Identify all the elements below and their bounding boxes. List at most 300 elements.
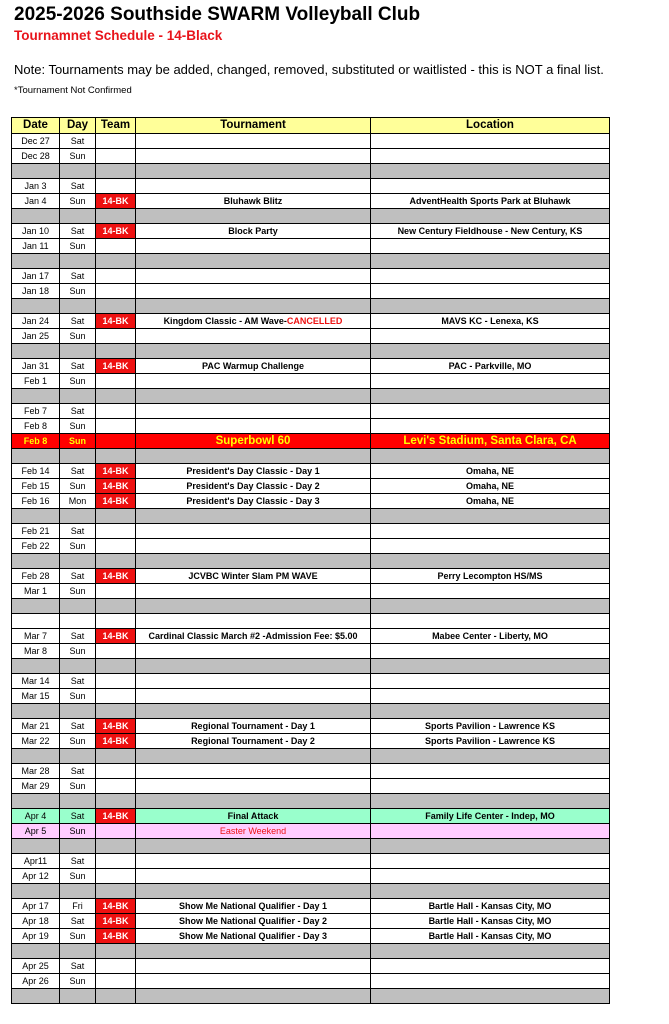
separator-row: [12, 449, 610, 464]
date-cell: Jan 10: [12, 224, 60, 239]
separator-cell: [12, 839, 60, 854]
separator-cell: [12, 509, 60, 524]
team-cell: 14-BK: [96, 734, 136, 749]
team-cell: [96, 524, 136, 539]
separator-cell: [12, 554, 60, 569]
separator-cell: [371, 659, 610, 674]
date-cell: Apr 5: [12, 824, 60, 839]
separator-cell: [60, 749, 96, 764]
separator-cell: [96, 554, 136, 569]
table-row: [12, 914, 610, 929]
tournament-cell: Show Me National Qualifier - Day 1: [136, 899, 371, 914]
cancelled-label: CANCELLED: [286, 316, 343, 326]
team-cell: 14-BK: [96, 899, 136, 914]
team-cell: 14-BK: [96, 629, 136, 644]
table-row: [12, 284, 610, 299]
tournament-cell: [136, 134, 371, 149]
day-cell: Sun: [60, 434, 96, 449]
team-cell: [96, 374, 136, 389]
team-cell: 14-BK: [96, 224, 136, 239]
separator-cell: [136, 299, 371, 314]
day-cell: Sun: [60, 974, 96, 989]
team-cell: [96, 779, 136, 794]
separator-cell: [60, 599, 96, 614]
separator-cell: [12, 884, 60, 899]
separator-row: [12, 389, 610, 404]
date-cell: Apr 25: [12, 959, 60, 974]
team-cell: 14-BK: [96, 914, 136, 929]
table-row: [12, 404, 610, 419]
separator-row: [12, 509, 610, 524]
table-row: [12, 479, 610, 494]
separator-cell: [96, 299, 136, 314]
separator-cell: [12, 659, 60, 674]
tournament-cell: [136, 314, 371, 329]
separator-cell: [96, 599, 136, 614]
separator-cell: [60, 254, 96, 269]
tournament-cell: [136, 689, 371, 704]
date-cell: Feb 21: [12, 524, 60, 539]
table-row: [12, 959, 610, 974]
table-row: [12, 134, 610, 149]
separator-cell: [371, 509, 610, 524]
separator-cell: [60, 944, 96, 959]
separator-row: [12, 944, 610, 959]
location-cell: [371, 134, 610, 149]
tournament-name: Kingdom Classic - AM Wave-: [163, 316, 287, 326]
date-cell: Feb 1: [12, 374, 60, 389]
separator-cell: [371, 599, 610, 614]
table-row: [12, 629, 610, 644]
team-cell: [96, 269, 136, 284]
team-cell: [96, 854, 136, 869]
table-row: [12, 584, 610, 599]
table-row: [12, 494, 610, 509]
location-cell: [371, 974, 610, 989]
day-cell: Sat: [60, 569, 96, 584]
separator-cell: [12, 209, 60, 224]
date-cell: Mar 29: [12, 779, 60, 794]
day-cell: Sat: [60, 719, 96, 734]
table-row: [12, 149, 610, 164]
team-cell: [96, 689, 136, 704]
separator-cell: [371, 944, 610, 959]
separator-cell: [60, 164, 96, 179]
tournament-cell: President's Day Classic - Day 3: [136, 494, 371, 509]
team-cell: [96, 149, 136, 164]
separator-cell: [96, 704, 136, 719]
date-cell: Mar 28: [12, 764, 60, 779]
location-cell: [371, 284, 610, 299]
separator-cell: [96, 449, 136, 464]
date-cell: Feb 8: [12, 419, 60, 434]
separator-cell: [371, 299, 610, 314]
date-cell: Apr 17: [12, 899, 60, 914]
location-cell: [371, 959, 610, 974]
separator-cell: [60, 449, 96, 464]
location-cell: Bartle Hall - Kansas City, MO: [371, 914, 610, 929]
separator-row: [12, 794, 610, 809]
date-cell: Mar 21: [12, 719, 60, 734]
location-cell: [371, 419, 610, 434]
tournament-cell: Regional Tournament - Day 2: [136, 734, 371, 749]
location-cell: [371, 179, 610, 194]
date-cell: Feb 7: [12, 404, 60, 419]
separator-cell: [60, 344, 96, 359]
location-cell: [371, 404, 610, 419]
date-cell: Feb 22: [12, 539, 60, 554]
tournament-cell: [136, 674, 371, 689]
table-row: [12, 824, 610, 839]
location-cell: [371, 869, 610, 884]
day-cell: Sun: [60, 734, 96, 749]
table-row: [12, 764, 610, 779]
location-cell: [371, 644, 610, 659]
separator-cell: [12, 704, 60, 719]
separator-cell: [12, 944, 60, 959]
tournament-cell: [136, 524, 371, 539]
separator-cell: [371, 389, 610, 404]
separator-cell: [60, 659, 96, 674]
location-cell: Bartle Hall - Kansas City, MO: [371, 929, 610, 944]
tournament-cell: [136, 404, 371, 419]
separator-cell: [60, 839, 96, 854]
separator-cell: [371, 554, 610, 569]
separator-cell: [60, 509, 96, 524]
separator-row: [12, 554, 610, 569]
page-subtitle: Tournamnet Schedule - 14-Black: [14, 28, 223, 43]
tournament-cell: [136, 974, 371, 989]
date-cell: Apr 18: [12, 914, 60, 929]
day-cell: Sat: [60, 629, 96, 644]
separator-row: [12, 749, 610, 764]
separator-row: [12, 254, 610, 269]
team-cell: 14-BK: [96, 359, 136, 374]
tournament-cell: [136, 374, 371, 389]
separator-cell: [136, 509, 371, 524]
date-cell: Apr 4: [12, 809, 60, 824]
tournament-cell: [136, 284, 371, 299]
location-cell: Sports Pavilion - Lawrence KS: [371, 719, 610, 734]
day-cell: Sat: [60, 179, 96, 194]
table-row: [12, 809, 610, 824]
separator-cell: [96, 944, 136, 959]
date-cell: Jan 25: [12, 329, 60, 344]
separator-cell: [60, 299, 96, 314]
day-cell: Sat: [60, 314, 96, 329]
separator-cell: [136, 449, 371, 464]
day-cell: Sun: [60, 539, 96, 554]
location-cell: [371, 824, 610, 839]
day-cell: Sun: [60, 584, 96, 599]
location-cell: New Century Fieldhouse - New Century, KS: [371, 224, 610, 239]
team-cell: 14-BK: [96, 809, 136, 824]
location-cell: Mabee Center - Liberty, MO: [371, 629, 610, 644]
team-cell: 14-BK: [96, 194, 136, 209]
day-cell: Sat: [60, 764, 96, 779]
location-cell: [371, 854, 610, 869]
separator-cell: [12, 389, 60, 404]
table-row: [12, 854, 610, 869]
day-cell: Mon: [60, 494, 96, 509]
day-cell: Sun: [60, 239, 96, 254]
table-row: [12, 569, 610, 584]
schedule-table: [11, 117, 610, 1004]
date-cell: Apr 19: [12, 929, 60, 944]
table-row: [12, 434, 610, 449]
location-cell: [371, 584, 610, 599]
team-cell: 14-BK: [96, 569, 136, 584]
date-cell: Mar 7: [12, 629, 60, 644]
column-header-day: Day: [60, 118, 96, 134]
tournament-cell: [136, 149, 371, 164]
separator-cell: [136, 749, 371, 764]
separator-cell: [136, 839, 371, 854]
separator-cell: [136, 554, 371, 569]
tournament-cell: [136, 614, 371, 629]
tournament-cell: Bluhawk Blitz: [136, 194, 371, 209]
separator-cell: [96, 989, 136, 1004]
location-cell: [371, 674, 610, 689]
separator-row: [12, 164, 610, 179]
day-cell: Sat: [60, 524, 96, 539]
tournament-cell: [136, 239, 371, 254]
separator-cell: [371, 254, 610, 269]
table-row: [12, 239, 610, 254]
team-cell: 14-BK: [96, 479, 136, 494]
team-cell: [96, 284, 136, 299]
separator-cell: [60, 794, 96, 809]
date-cell: Apr 12: [12, 869, 60, 884]
day-cell: Sun: [60, 824, 96, 839]
separator-cell: [371, 794, 610, 809]
table-row: [12, 644, 610, 659]
separator-cell: [371, 164, 610, 179]
separator-cell: [96, 344, 136, 359]
tournament-cell: [136, 764, 371, 779]
separator-cell: [60, 209, 96, 224]
date-cell: Mar 8: [12, 644, 60, 659]
location-cell: [371, 269, 610, 284]
separator-cell: [371, 839, 610, 854]
separator-cell: [136, 164, 371, 179]
separator-cell: [96, 884, 136, 899]
team-cell: [96, 404, 136, 419]
table-row: [12, 719, 610, 734]
table-row: [12, 329, 610, 344]
location-cell: Bartle Hall - Kansas City, MO: [371, 899, 610, 914]
day-cell: Sun: [60, 374, 96, 389]
date-cell: Apr11: [12, 854, 60, 869]
date-cell: Feb 15: [12, 479, 60, 494]
tournament-cell: President's Day Classic - Day 1: [136, 464, 371, 479]
separator-cell: [12, 599, 60, 614]
separator-cell: [12, 299, 60, 314]
day-cell: Fri: [60, 899, 96, 914]
team-cell: [96, 584, 136, 599]
location-cell: [371, 779, 610, 794]
day-cell: Sun: [60, 869, 96, 884]
separator-cell: [12, 254, 60, 269]
table-row: [12, 269, 610, 284]
day-cell: Sun: [60, 149, 96, 164]
table-row: [12, 899, 610, 914]
tournament-cell: [136, 959, 371, 974]
unconfirmed-note: *Tournament Not Confirmed: [14, 85, 132, 96]
tournament-cell: President's Day Classic - Day 2: [136, 479, 371, 494]
separator-cell: [136, 989, 371, 1004]
separator-cell: [136, 704, 371, 719]
separator-row: [12, 599, 610, 614]
table-row: [12, 929, 610, 944]
separator-cell: [136, 344, 371, 359]
column-header-location: Location: [371, 118, 610, 134]
location-cell: Omaha, NE: [371, 464, 610, 479]
team-cell: [96, 239, 136, 254]
location-cell: [371, 614, 610, 629]
location-cell: [371, 329, 610, 344]
day-cell: [60, 614, 96, 629]
separator-cell: [12, 344, 60, 359]
team-cell: [96, 674, 136, 689]
team-cell: [96, 434, 136, 449]
date-cell: Feb 28: [12, 569, 60, 584]
date-cell: Mar 14: [12, 674, 60, 689]
separator-row: [12, 704, 610, 719]
table-row: [12, 674, 610, 689]
tournament-cell: [136, 779, 371, 794]
date-cell: Jan 11: [12, 239, 60, 254]
location-cell: AdventHealth Sports Park at Bluhawk: [371, 194, 610, 209]
date-cell: Apr 26: [12, 974, 60, 989]
separator-cell: [96, 254, 136, 269]
separator-cell: [96, 839, 136, 854]
separator-row: [12, 884, 610, 899]
separator-cell: [60, 389, 96, 404]
table-row: [12, 734, 610, 749]
location-cell: Perry Lecompton HS/MS: [371, 569, 610, 584]
column-header-date: Date: [12, 118, 60, 134]
column-header-team: Team: [96, 118, 136, 134]
team-cell: 14-BK: [96, 929, 136, 944]
location-cell: Omaha, NE: [371, 479, 610, 494]
team-cell: [96, 329, 136, 344]
separator-cell: [136, 884, 371, 899]
day-cell: Sat: [60, 959, 96, 974]
team-cell: [96, 824, 136, 839]
table-row: [12, 689, 610, 704]
tournament-cell: Show Me National Qualifier - Day 3: [136, 929, 371, 944]
team-cell: 14-BK: [96, 719, 136, 734]
date-cell: Feb 8: [12, 434, 60, 449]
table-row: [12, 524, 610, 539]
table-row: [12, 224, 610, 239]
tournament-cell: [136, 644, 371, 659]
separator-cell: [12, 989, 60, 1004]
separator-cell: [12, 749, 60, 764]
separator-row: [12, 659, 610, 674]
tournament-cell: Regional Tournament - Day 1: [136, 719, 371, 734]
day-cell: Sat: [60, 269, 96, 284]
separator-cell: [60, 884, 96, 899]
day-cell: Sun: [60, 419, 96, 434]
location-cell: Sports Pavilion - Lawrence KS: [371, 734, 610, 749]
separator-cell: [371, 884, 610, 899]
day-cell: Sun: [60, 644, 96, 659]
tournament-cell: [136, 179, 371, 194]
day-cell: Sun: [60, 929, 96, 944]
table-row: [12, 194, 610, 209]
location-cell: Levi's Stadium, Santa Clara, CA: [371, 434, 610, 449]
separator-row: [12, 344, 610, 359]
separator-cell: [96, 164, 136, 179]
day-cell: Sun: [60, 194, 96, 209]
tournament-cell: Show Me National Qualifier - Day 2: [136, 914, 371, 929]
date-cell: Dec 27: [12, 134, 60, 149]
date-cell: Mar 22: [12, 734, 60, 749]
location-cell: [371, 539, 610, 554]
day-cell: Sat: [60, 809, 96, 824]
table-row: [12, 419, 610, 434]
team-cell: 14-BK: [96, 314, 136, 329]
location-cell: [371, 239, 610, 254]
date-cell: Jan 4: [12, 194, 60, 209]
date-cell: Jan 17: [12, 269, 60, 284]
date-cell: Jan 3: [12, 179, 60, 194]
date-cell: Feb 14: [12, 464, 60, 479]
date-cell: [12, 614, 60, 629]
separator-cell: [371, 209, 610, 224]
tournament-cell: [136, 539, 371, 554]
separator-cell: [96, 749, 136, 764]
separator-cell: [12, 449, 60, 464]
separator-cell: [12, 794, 60, 809]
day-cell: Sat: [60, 464, 96, 479]
separator-row: [12, 209, 610, 224]
table-row: [12, 614, 610, 629]
table-row: [12, 539, 610, 554]
team-cell: [96, 974, 136, 989]
separator-cell: [96, 659, 136, 674]
day-cell: Sun: [60, 779, 96, 794]
table-row: [12, 779, 610, 794]
tournament-cell: [136, 869, 371, 884]
location-cell: PAC - Parkville, MO: [371, 359, 610, 374]
separator-cell: [96, 209, 136, 224]
team-cell: [96, 134, 136, 149]
table-row: [12, 314, 610, 329]
team-cell: 14-BK: [96, 464, 136, 479]
separator-cell: [60, 989, 96, 1004]
separator-cell: [371, 449, 610, 464]
tournament-cell: [136, 329, 371, 344]
team-cell: [96, 959, 136, 974]
separator-cell: [96, 509, 136, 524]
table-row: [12, 374, 610, 389]
table-row: [12, 464, 610, 479]
date-cell: Jan 24: [12, 314, 60, 329]
location-cell: Family Life Center - Indep, MO: [371, 809, 610, 824]
separator-cell: [371, 344, 610, 359]
team-cell: [96, 869, 136, 884]
tournament-cell: Easter Weekend: [136, 824, 371, 839]
separator-cell: [136, 389, 371, 404]
date-cell: Dec 28: [12, 149, 60, 164]
separator-cell: [136, 944, 371, 959]
tournament-cell: [136, 854, 371, 869]
separator-row: [12, 299, 610, 314]
table-row: [12, 359, 610, 374]
